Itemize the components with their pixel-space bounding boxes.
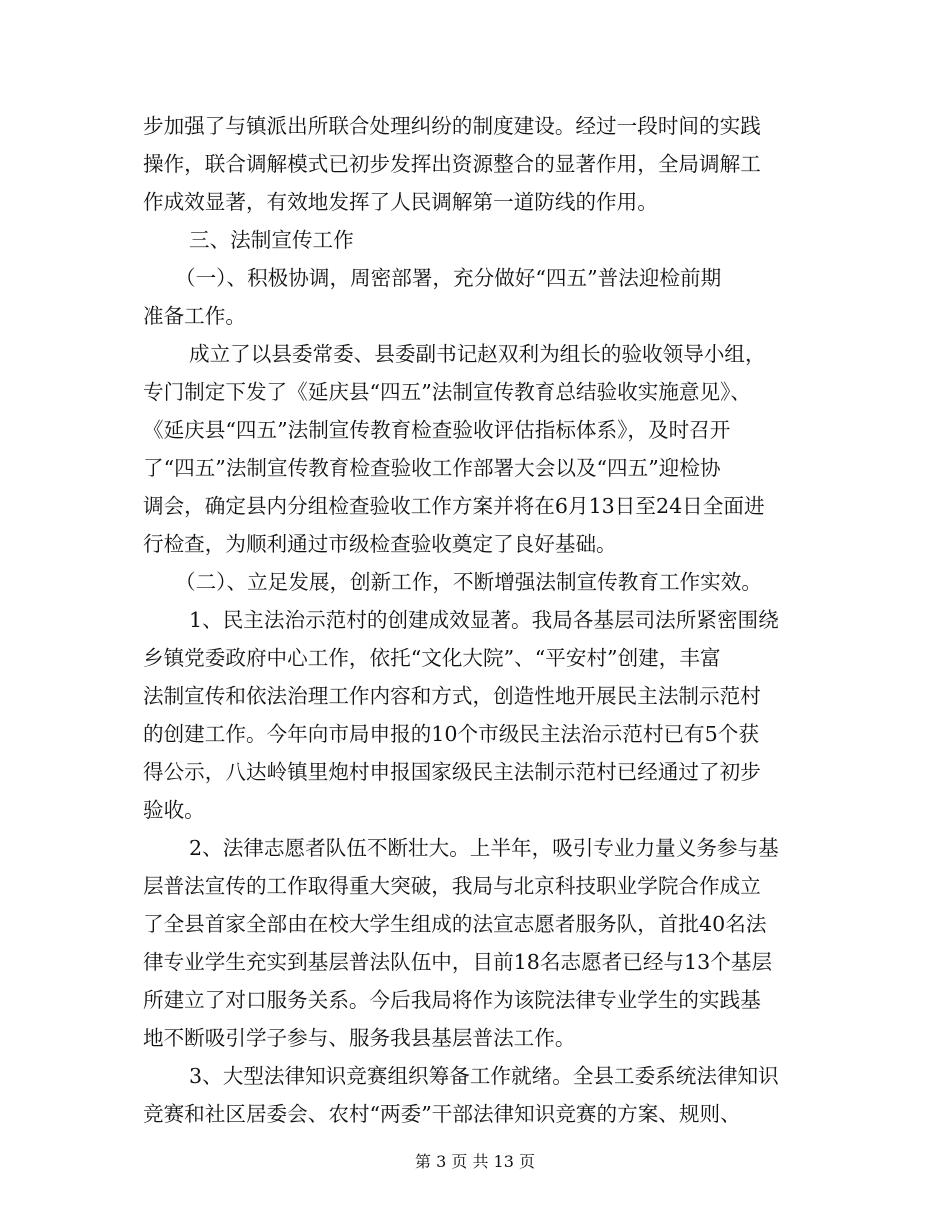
paragraph-line-3: 作成效显著，有效地发挥了人民调解第一道防线的作用。: [143, 190, 658, 214]
paragraph-line-16: 法制宣传和依法治理工作内容和方式，创造性地开展民主法制示范村: [143, 684, 761, 708]
paragraph-line-24: 所建立了对口服务关系。今后我局将作为该院法律专业学生的实践基: [143, 988, 761, 1012]
subsection-heading-line-2: 准备工作。: [143, 304, 246, 328]
paragraph-line-7: 成立了以县委常委、县委副书记赵双利为组长的验收领导小组，: [189, 342, 766, 366]
paragraph-line-23: 律专业学生充实到基层普法队伍中，目前18名志愿者已经与13个基层: [143, 950, 773, 974]
paragraph-line-14: 1、民主法治示范村的创建成效显著。我局各基层司法所紧密围绕: [189, 608, 779, 632]
paragraph-line-25: 地不断吸引学子参与、服务我县基层普法工作。: [143, 1026, 576, 1050]
paragraph-line-27: 竞赛和社区居委会、农村“两委”干部法律知识竞赛的方案、规则、: [143, 1102, 741, 1126]
paragraph-line-11: 调会，确定县内分组检查验收工作方案并将在6月13日至24日全面进: [143, 494, 765, 518]
paragraph-line-8: 专门制定下发了《延庆县“四五”法制宣传教育总结验收实施意见》、: [143, 380, 751, 404]
paragraph-line-18: 得公示，八达岭镇里炮村申报国家级民主法制示范村已经通过了初步: [143, 760, 761, 784]
paragraph-line-15: 乡镇党委政府中心工作，依托“文化大院”、“平安村”创建，丰富: [143, 646, 721, 670]
paragraph-line-19: 验收。: [143, 798, 205, 822]
paragraph-line-17: 的创建工作。今年向市局申报的10个市级民主法治示范村已有5个获: [143, 722, 759, 746]
section-heading: 三、法制宣传工作: [189, 228, 354, 252]
paragraph-line-2: 操作，联合调解模式已初步发挥出资源整合的显著作用，全局调解工: [143, 152, 761, 176]
page-number-footer: 第 3 页 共 13 页: [415, 1152, 535, 1171]
subsection-heading-2: （二）、立足发展，创新工作，不断增强法制宣传教育工作实效。: [175, 570, 762, 594]
subsection-heading-line-1: （一）、积极协调，周密部署，充分做好“四五”普法迎检前期: [175, 266, 722, 290]
paragraph-line-26: 3、大型法律知识竞赛组织筹备工作就绪。全县工委系统法律知识: [189, 1064, 779, 1088]
paragraph-line-22: 了全县首家全部由在校大学生组成的法宣志愿者服务队，首批40名法: [143, 912, 767, 936]
paragraph-line-1: 步加强了与镇派出所联合处理纠纷的制度建设。经过一段时间的实践: [143, 114, 761, 138]
paragraph-line-9: 《延庆县“四五”法制宣传教育检查验收评估指标体系》，及时召开: [143, 418, 731, 442]
paragraph-line-10: 了“四五”法制宣传教育检查验收工作部署大会以及“四五”迎检协: [143, 456, 721, 480]
paragraph-line-21: 层普法宣传的工作取得重大突破，我局与北京科技职业学院合作成立: [143, 874, 761, 898]
paragraph-line-20: 2、法律志愿者队伍不断壮大。上半年，吸引专业力量义务参与基: [189, 836, 779, 860]
paragraph-line-12: 行检查，为顺利通过市级检查验收奠定了良好基础。: [143, 532, 617, 556]
